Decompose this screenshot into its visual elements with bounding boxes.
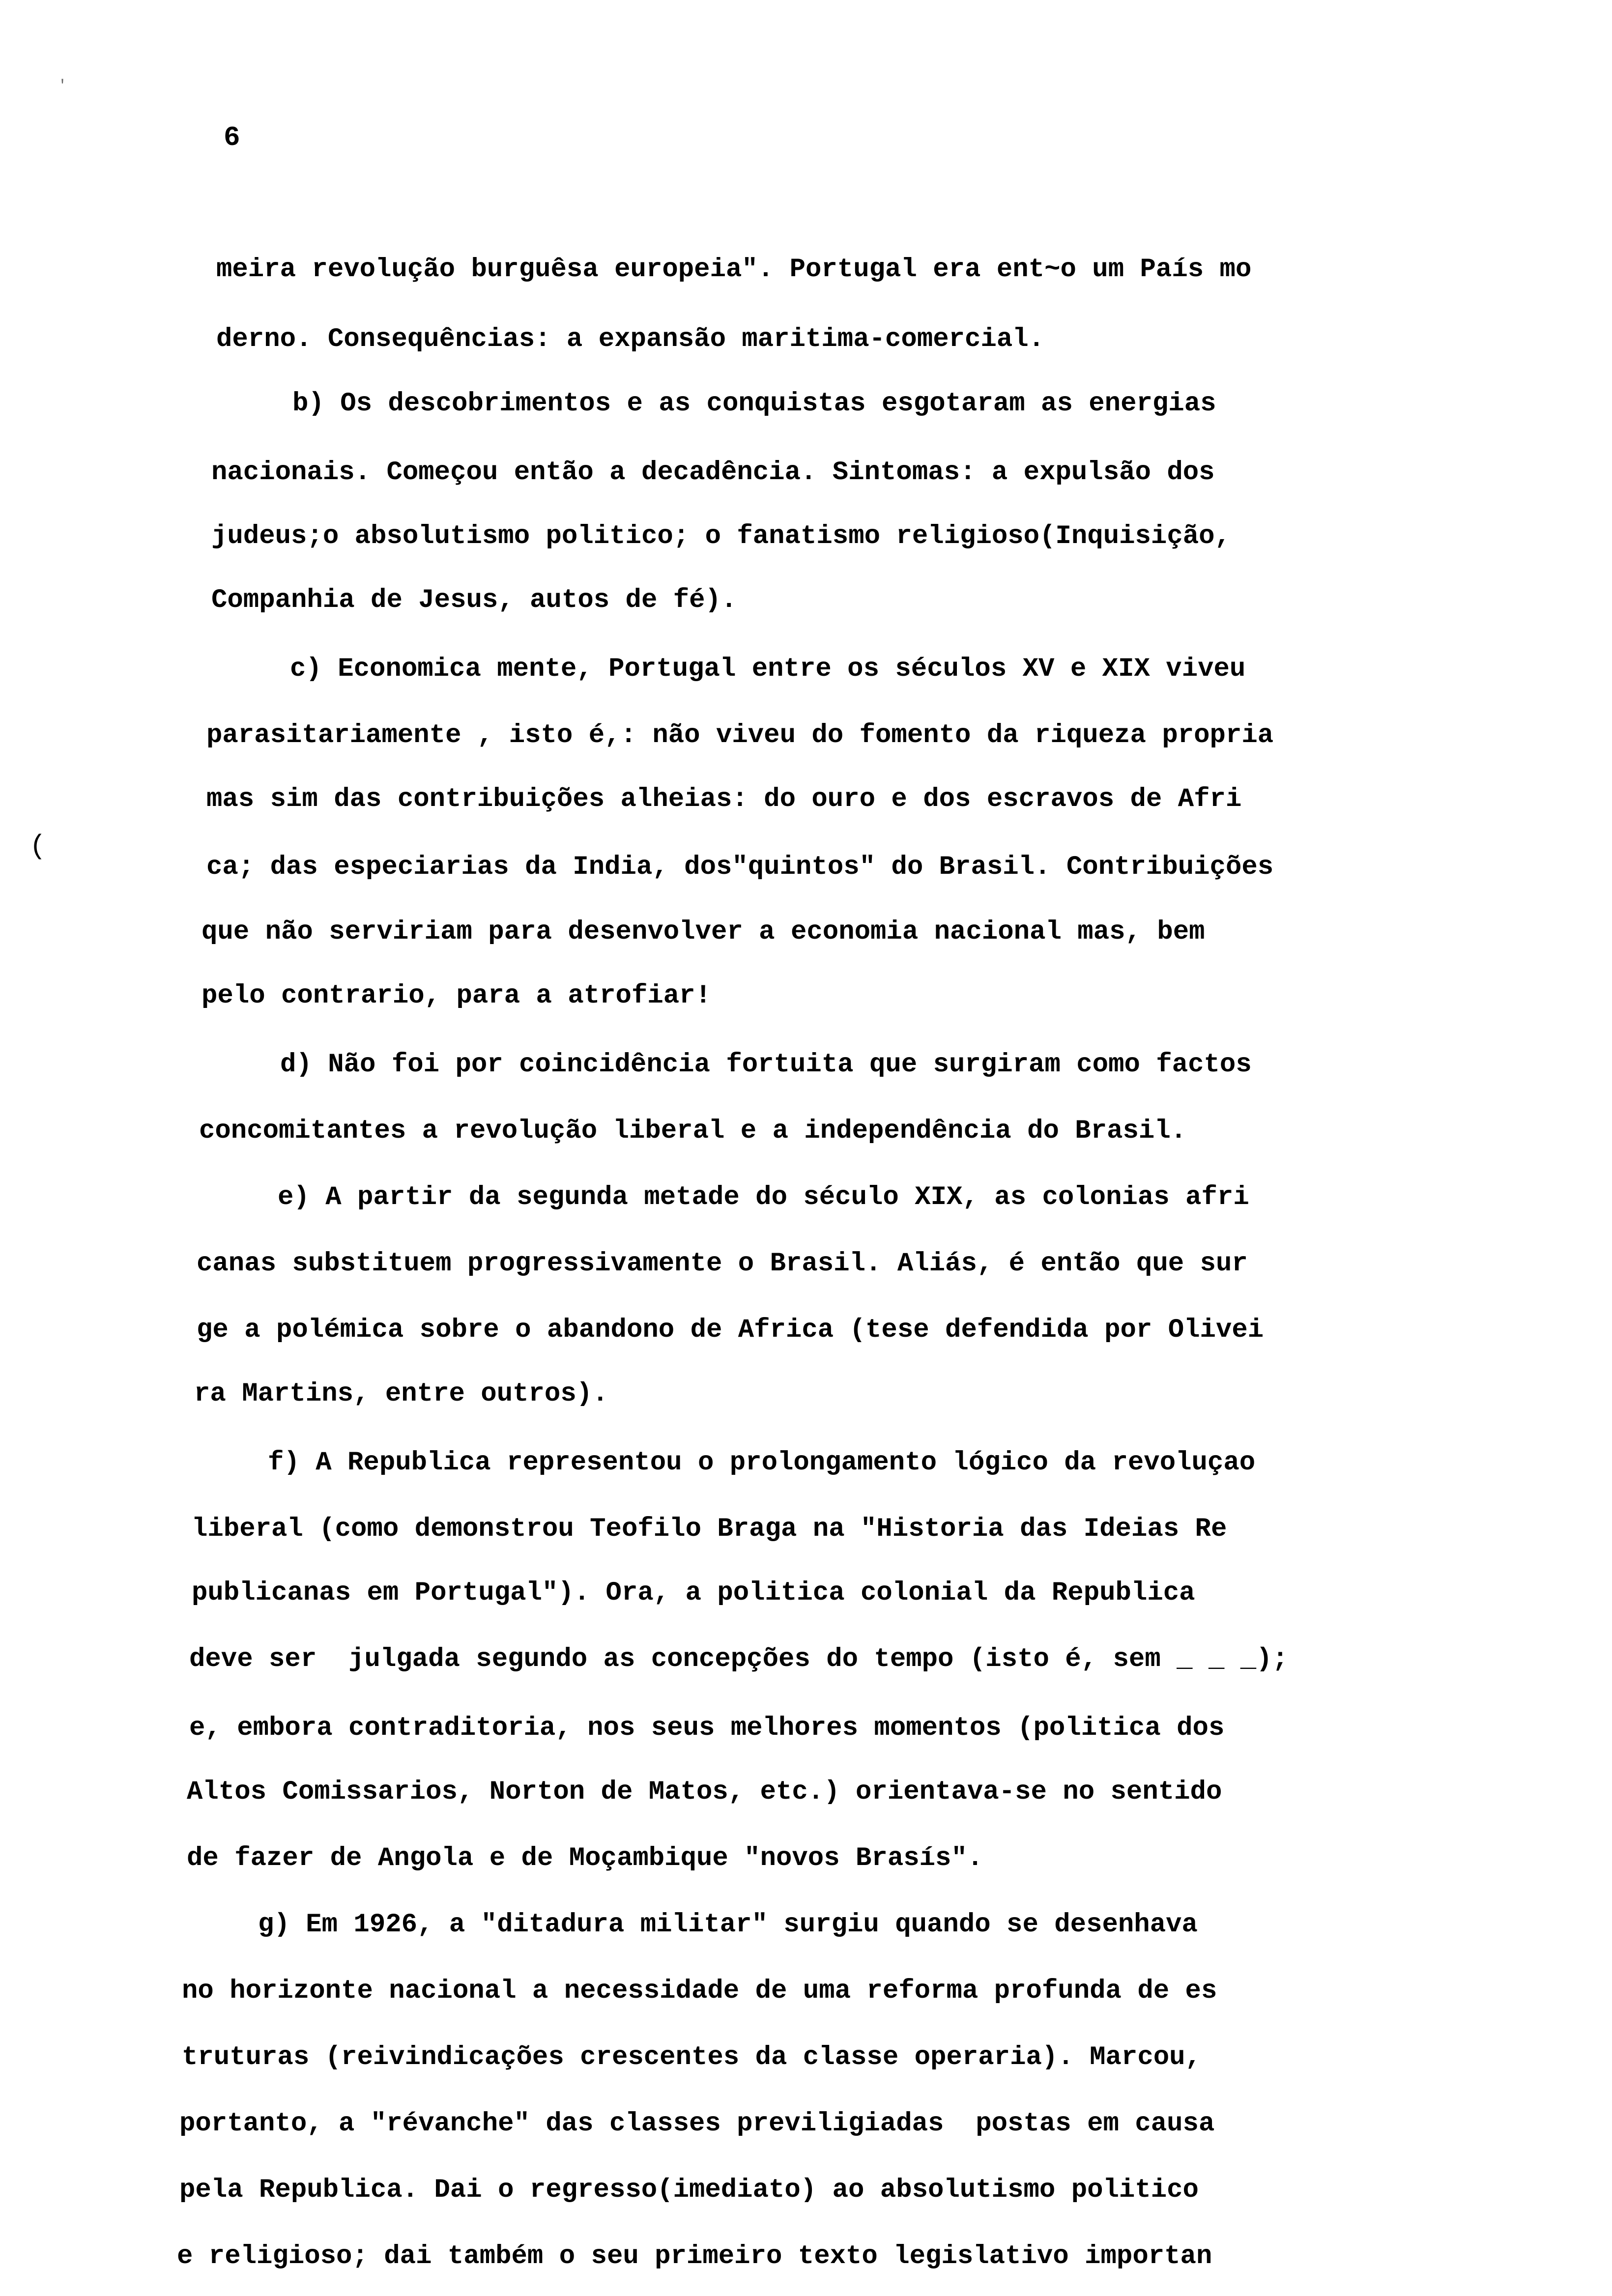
page-number: 6 <box>224 122 240 153</box>
text-line: parasitariamente , isto é,: não viveu do fomento da riqueza propria <box>206 720 1274 750</box>
text-line: judeus;o absolutismo politico; o fanatismo religioso(Inquisição, <box>211 521 1231 551</box>
text-line: deve ser julgada segundo as concepções do tempo (isto é, sem _ _ _); <box>189 1644 1288 1674</box>
text-line: no horizonte nacional a necessidade de uma reforma profunda de es <box>182 1976 1217 2006</box>
text-line: ra Martins, entre outros). <box>194 1379 608 1409</box>
text-line: de fazer de Angola e de Moçambique "novos Brasís". <box>187 1843 983 1873</box>
text-line: pela Republica. Dai o regresso(imediato) ao absolutismo politico <box>179 2175 1199 2205</box>
text-line: Altos Comissarios, Norton de Matos, etc.) orientava-se no sentido <box>187 1777 1222 1807</box>
text-line: canas substituem progressivamente o Brasil. Aliás, é então que sur <box>197 1249 1248 1279</box>
text-line: d) Não foi por coincidência fortuita que surgiram como factos <box>280 1050 1252 1080</box>
text-line: meira revolução burguêsa europeia". Portugal era ent~o um País mo <box>216 255 1252 285</box>
text-line: ge a polémica sobre o abandono de Africa (tese defendida por Olivei <box>197 1315 1264 1345</box>
text-line: f) A Republica representou o prolongamento lógico da revoluçao <box>268 1448 1256 1478</box>
text-line: b) Os descobrimentos e as conquistas esgotaram as energias <box>292 389 1216 419</box>
text-line: nacionais. Começou então a decadência. Sintomas: a expulsão dos <box>211 458 1215 488</box>
text-line: pelo contrario, para a atrofiar! <box>202 981 711 1011</box>
margin-parenthesis: ( <box>29 831 46 862</box>
text-line: e religioso; dai também o seu primeiro texto legislativo importan <box>177 2241 1212 2271</box>
text-line: derno. Consequências: a expansão maritima-comercial. <box>216 324 1045 354</box>
corner-mark: ' <box>58 78 67 94</box>
text-line: portanto, a "révanche" das classes previligiadas postas em causa <box>179 2109 1215 2139</box>
text-line: concomitantes a revolução liberal e a independência do Brasil. <box>199 1116 1187 1146</box>
text-line: e) A partir da segunda metade do século XIX, as colonias afri <box>278 1182 1249 1212</box>
text-line: Companhia de Jesus, autos de fé). <box>211 585 737 615</box>
text-line: truturas (reivindicações crescentes da classe operaria). Marcou, <box>182 2042 1201 2072</box>
text-line: g) Em 1926, a "ditadura militar" surgiu quando se desenhava <box>258 1910 1198 1940</box>
text-line: que não serviriam para desenvolver a economia nacional mas, bem <box>202 917 1205 947</box>
text-line: liberal (como demonstrou Teofilo Braga na "Historia das Ideias Re <box>192 1514 1227 1544</box>
text-line: ca; das especiarias da India, dos"quintos" do Brasil. Contribuições <box>206 852 1274 882</box>
text-line: mas sim das contribuições alheias: do ouro e dos escravos de Afri <box>206 784 1242 814</box>
text-line: c) Economica mente, Portugal entre os séculos XV e XIX viveu <box>290 654 1246 684</box>
text-line: e, embora contraditoria, nos seus melhores momentos (politica dos <box>189 1713 1225 1743</box>
text-line: publicanas em Portugal"). Ora, a politica colonial da Republica <box>192 1578 1195 1608</box>
